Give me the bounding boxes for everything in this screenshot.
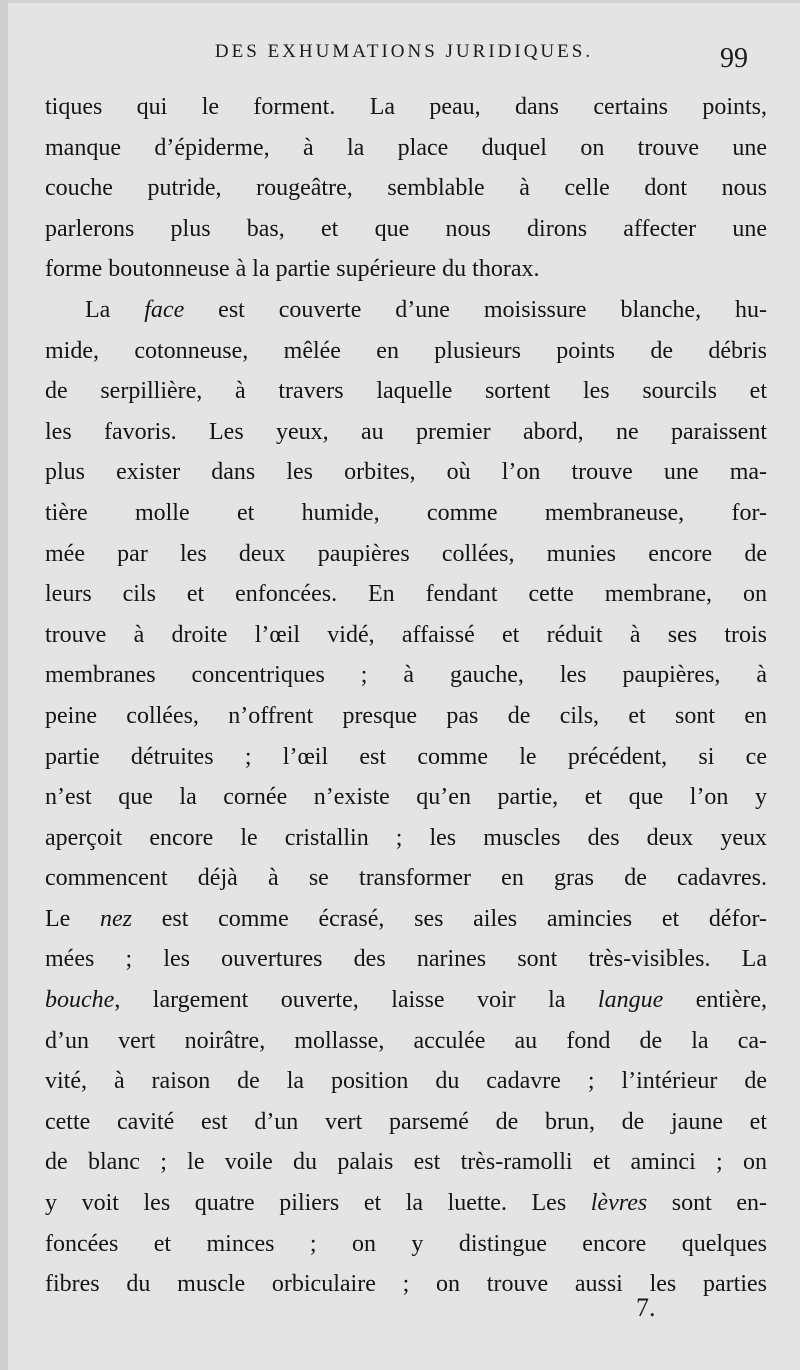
text-line — [45, 128, 767, 169]
text-line — [45, 493, 767, 534]
text-run: couche putride, rougeâtre, semblable à celle dont nous — [45, 175, 767, 202]
text-line — [45, 615, 767, 656]
text-line — [45, 1061, 767, 1102]
text-run: membranes concentriques ; à gauche, les paupières, à — [45, 662, 767, 689]
text-line — [45, 655, 767, 696]
text-run: mées ; les ouvertures des narines sont très-visibles. La — [45, 946, 767, 973]
text-line — [45, 737, 767, 778]
text-run: est couverte d’une moisissure blanche, hu- — [184, 296, 767, 323]
text-line — [45, 290, 767, 331]
text-run: tière molle et humide, comme membraneuse, for- — [45, 499, 767, 526]
text-run: vité, à raison de la position du cadavre ; l’intérieur de — [45, 1068, 767, 1095]
text-run: n’est que la cornée n’existe qu’en partie, et que l’on y — [45, 784, 767, 811]
text-run: peine collées, n’offrent presque pas de cils, et sont en — [45, 702, 767, 729]
text-run: fibres du muscle orbiculaire ; on trouve aussi les parties — [45, 1271, 767, 1298]
text-run: est comme écrasé, ses ailes amincies et défor- — [132, 905, 767, 932]
text-line — [45, 939, 767, 980]
text-line — [45, 1264, 767, 1305]
text-line — [45, 696, 767, 737]
text-run: aperçoit encore le cristallin ; les muscles des deux yeux — [45, 824, 767, 851]
text-run: mide, cotonneuse, mêlée en plusieurs points de débris — [45, 337, 767, 364]
page-number: 99 — [720, 43, 748, 74]
text-line — [45, 452, 767, 493]
text-run: de blanc ; le voile du palais est très-ramolli et aminci ; on — [45, 1149, 767, 1176]
text-line — [45, 1224, 767, 1265]
text-run: parlerons plus bas, et que nous dirons affecter une — [45, 215, 767, 242]
text-line — [45, 1183, 767, 1224]
text-run: de serpillière, à travers laquelle sortent les sourcils et — [45, 378, 767, 405]
italic-term: face — [144, 296, 185, 323]
italic-term: bouche — [45, 987, 115, 1014]
text-run: foncées et minces ; on y distingue encore quelques — [45, 1230, 767, 1257]
text-run: entière, — [663, 987, 767, 1014]
text-line — [45, 980, 767, 1021]
text-line — [45, 412, 767, 453]
text-run: Le — [45, 905, 101, 932]
text-run: La — [85, 296, 145, 323]
text-run: partie détruites ; l’œil est comme le précédent, si ce — [45, 743, 767, 770]
text-run: trouve à droite l’œil vidé, affaissé et réduit à ses trois — [45, 621, 767, 648]
text-run: commencent déjà à se transformer en gras de cadavres. — [45, 865, 767, 892]
italic-term: lèvres — [590, 1190, 648, 1217]
text-line — [45, 574, 767, 615]
text-line — [45, 168, 767, 209]
text-line — [45, 858, 767, 899]
text-line — [45, 1142, 767, 1183]
italic-term: nez — [100, 905, 133, 932]
text-run: sont en- — [647, 1190, 767, 1217]
text-run: tiques qui le forment. La peau, dans certains points, — [45, 94, 767, 120]
italic-term: langue — [597, 987, 664, 1014]
text-line — [45, 87, 767, 128]
text-run: , largement ouverte, laisse voir la — [114, 987, 598, 1014]
text-run: leurs cils et enfoncées. En fendant cette membrane, on — [45, 581, 767, 608]
text-line — [45, 371, 767, 412]
text-run: cette cavité est d’un vert parsemé de brun, de jaune et — [45, 1108, 767, 1135]
text-run: les favoris. Les yeux, au premier abord, ne paraissent — [45, 418, 767, 445]
text-line — [45, 1102, 767, 1143]
text-run: plus exister dans les orbites, où l’on trouve une ma- — [45, 459, 767, 486]
text-run: mée par les deux paupières collées, munies encore de — [45, 540, 767, 567]
text-line — [45, 331, 767, 372]
text-run: d’un vert noirâtre, mollasse, acculée au fond de la ca- — [45, 1027, 767, 1054]
text-line — [45, 899, 767, 940]
text-run: manque d’épiderme, à la place duquel on trouve une — [45, 134, 767, 161]
text-line — [45, 1021, 767, 1062]
text-run: y voit les quatre piliers et la luette. Les — [45, 1190, 591, 1217]
text-line — [45, 209, 767, 250]
body-text — [45, 87, 767, 1305]
text-line — [45, 534, 767, 575]
text-run: forme boutonneuse à la partie supérieure du thorax. — [45, 256, 540, 283]
running-title: DES EXHUMATIONS JURIDIQUES. — [214, 41, 594, 62]
signature-mark: 7. — [636, 1293, 656, 1322]
text-line — [45, 249, 767, 290]
text-line — [45, 777, 767, 818]
text-line — [45, 818, 767, 859]
